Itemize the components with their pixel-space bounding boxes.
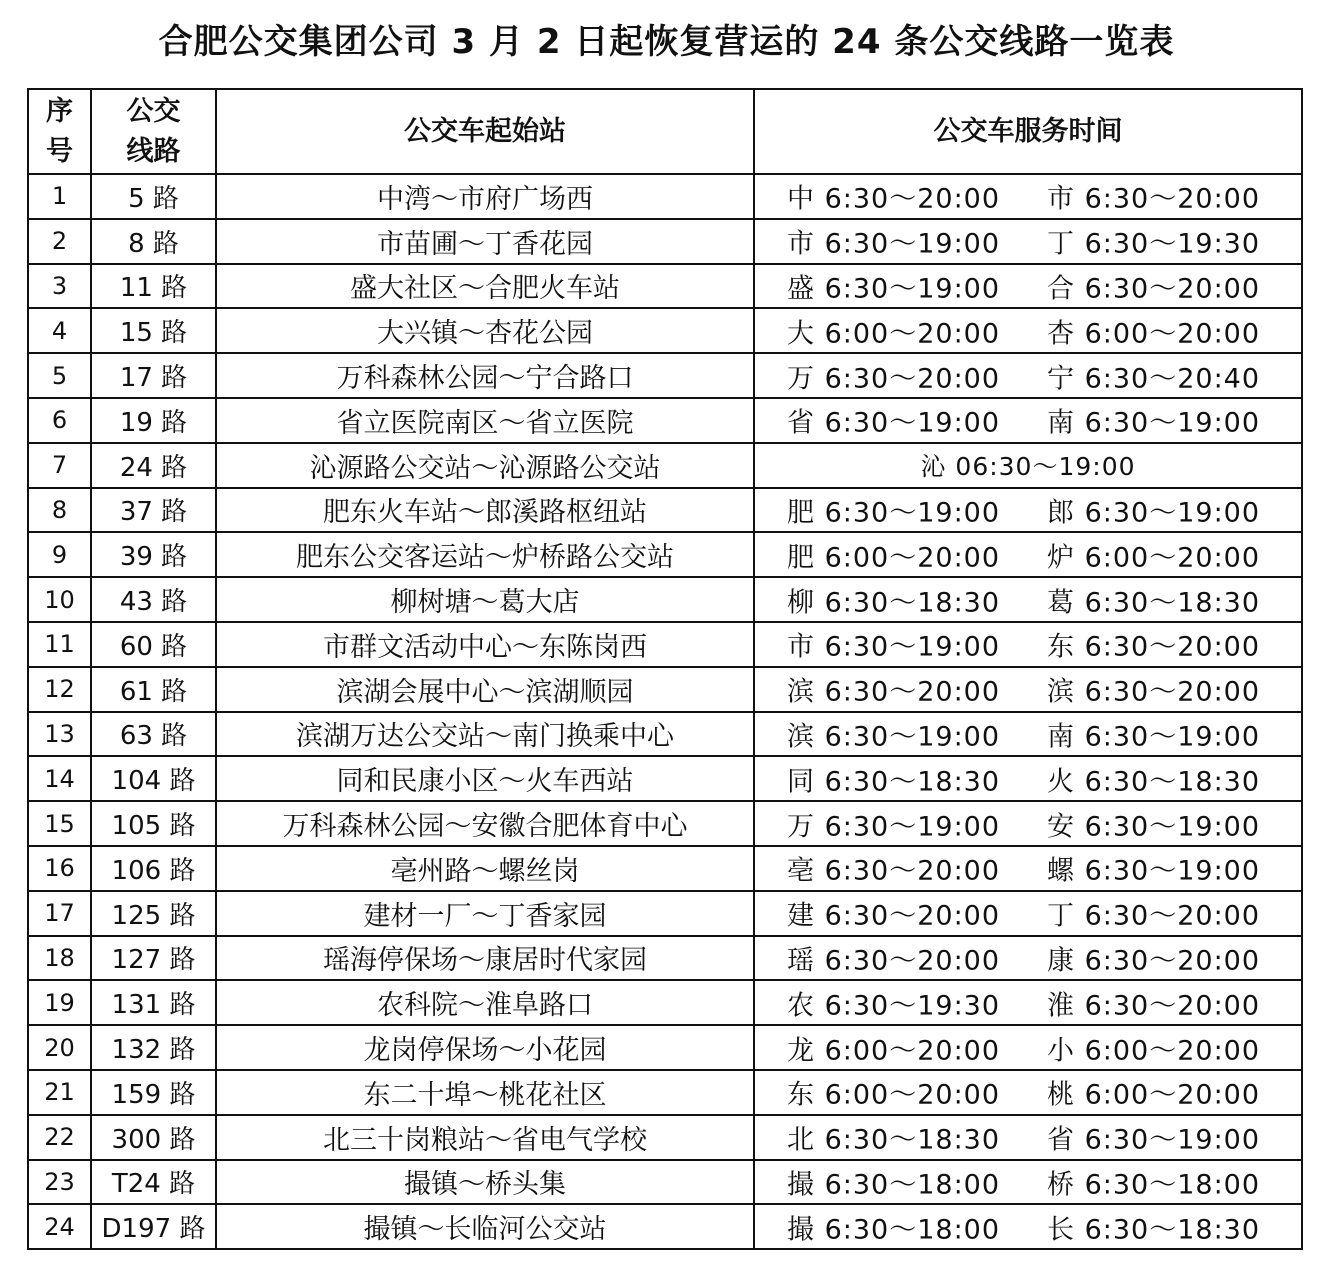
row-route: 105 路: [91, 801, 216, 846]
table-row: [28, 488, 1302, 533]
row-route: 131 路: [91, 980, 216, 1025]
row-seq: 21: [28, 1070, 91, 1115]
row-stations: 东二十埠～桃花社区: [216, 1070, 754, 1115]
row-seq: 24: [28, 1204, 91, 1249]
row-seq: 12: [28, 667, 91, 712]
table-row: [28, 1204, 1302, 1249]
row-route: 17 路: [91, 353, 216, 398]
bus-route-table: [27, 88, 1303, 1250]
service-hours-end-terminal: 螺 6:30～19:00: [1047, 855, 1261, 887]
row-stations: 肥东火车站～郎溪路枢纽站: [216, 488, 754, 533]
service-hours-end-terminal: 长 6:30～18:30: [1047, 1214, 1261, 1246]
service-hours-end-terminal: 杏 6:00～20:00: [1047, 318, 1261, 350]
row-stations: 亳州路～螺丝岗: [216, 846, 754, 891]
row-service-hours: [754, 1160, 1302, 1205]
service-hours-end-terminal: 丁 6:30～19:30: [1047, 228, 1261, 260]
service-hours-end-terminal: 康 6:30～20:00: [1047, 945, 1261, 977]
service-hours-end-terminal: 葛 6:30～18:30: [1047, 587, 1261, 619]
row-route: 104 路: [91, 756, 216, 801]
row-stations: 中湾～市府广场西: [216, 174, 754, 219]
row-service-hours: [754, 398, 1302, 443]
service-hours-end-terminal: 丁 6:30～20:00: [1047, 900, 1261, 932]
service-hours-start-terminal: 建 6:30～20:00: [787, 900, 1001, 932]
row-stations: 滨湖万达公交站～南门换乘中心: [216, 712, 754, 757]
service-hours-end-terminal: 合 6:30～20:00: [1047, 273, 1261, 305]
service-hours-start-terminal: 农 6:30～19:30: [787, 990, 1001, 1022]
row-route: 106 路: [91, 846, 216, 891]
service-hours-start-terminal: 东 6:00～20:00: [787, 1079, 1001, 1111]
service-hours-start-terminal: 盛 6:30～19:00: [787, 273, 1001, 305]
row-seq: 20: [28, 1025, 91, 1070]
service-hours-end-terminal: 火 6:30～18:30: [1047, 766, 1261, 798]
table-row: [28, 936, 1302, 981]
service-hours-start-terminal: 省 6:30～19:00: [787, 407, 1001, 439]
header-stations: 公交车起始站: [216, 89, 754, 174]
service-hours-end-terminal: 东 6:30～20:00: [1047, 631, 1261, 663]
row-service-hours: [754, 1070, 1302, 1115]
row-service-hours: [754, 1204, 1302, 1249]
row-service-hours: [754, 756, 1302, 801]
row-seq: 23: [28, 1160, 91, 1205]
service-hours-start-terminal: 撮 6:30～18:00: [787, 1214, 1001, 1246]
row-route: 5 路: [91, 174, 216, 219]
row-seq: 1: [28, 174, 91, 219]
row-service-hours: [754, 488, 1302, 533]
service-hours-end-terminal: 桃 6:00～20:00: [1047, 1079, 1261, 1111]
row-service-hours: [754, 174, 1302, 219]
service-hours-start-terminal: 肥 6:00～20:00: [787, 542, 1001, 574]
row-route: 39 路: [91, 532, 216, 577]
row-service-hours: [754, 622, 1302, 667]
row-stations: 滨湖会展中心～滨湖顺园: [216, 667, 754, 712]
service-hours-text: 沁 06:30～19:00: [920, 452, 1136, 482]
row-route: 15 路: [91, 308, 216, 353]
row-seq: 3: [28, 264, 91, 309]
service-hours-start-terminal: 万 6:30～20:00: [787, 363, 1001, 395]
row-route: T24 路: [91, 1160, 216, 1205]
row-seq: 16: [28, 846, 91, 891]
service-hours-end-terminal: 炉 6:00～20:00: [1047, 542, 1261, 574]
header-hours: 公交车服务时间: [754, 89, 1302, 174]
row-stations: 北三十岗粮站～省电气学校: [216, 1115, 754, 1160]
service-hours-start-terminal: 撮 6:30～18:00: [787, 1169, 1001, 1201]
row-route: 8 路: [91, 219, 216, 264]
table-row: [28, 353, 1302, 398]
row-seq: 4: [28, 308, 91, 353]
table-row: [28, 1025, 1302, 1070]
row-stations: 万科森林公园～安徽合肥体育中心: [216, 801, 754, 846]
row-route: 132 路: [91, 1025, 216, 1070]
row-service-hours: [754, 891, 1302, 936]
row-stations: 市群文活动中心～东陈岗西: [216, 622, 754, 667]
table-row: [28, 846, 1302, 891]
row-stations: 建材一厂～丁香家园: [216, 891, 754, 936]
row-route: 300 路: [91, 1115, 216, 1160]
table-row: [28, 219, 1302, 264]
service-hours-start-terminal: 市 6:30～19:00: [787, 228, 1001, 260]
service-hours-start-terminal: 瑶 6:30～20:00: [787, 945, 1001, 977]
row-service-hours: [754, 801, 1302, 846]
header-seq: 序 号: [28, 89, 91, 174]
service-hours-start-terminal: 大 6:00～20:00: [787, 318, 1001, 350]
row-service-hours: [754, 1025, 1302, 1070]
header-route: 公交 线路: [91, 89, 216, 174]
row-route: 125 路: [91, 891, 216, 936]
service-hours-start-terminal: 亳 6:30～20:00: [787, 855, 1001, 887]
service-hours-end-terminal: 南 6:30～19:00: [1047, 407, 1261, 439]
service-hours-end-terminal: 小 6:00～20:00: [1047, 1035, 1261, 1067]
row-service-hours: [754, 577, 1302, 622]
service-hours-end-terminal: 安 6:30～19:00: [1047, 811, 1261, 843]
service-hours-start-terminal: 市 6:30～19:00: [787, 631, 1001, 663]
row-route: 61 路: [91, 667, 216, 712]
table-row: [28, 712, 1302, 757]
row-route: 37 路: [91, 488, 216, 533]
table-row: [28, 174, 1302, 219]
table-row: [28, 756, 1302, 801]
service-hours-end-terminal: 桥 6:30～18:00: [1047, 1169, 1261, 1201]
row-route: 43 路: [91, 577, 216, 622]
row-service-hours: [754, 532, 1302, 577]
row-service-hours: [754, 712, 1302, 757]
row-stations: 瑶海停保场～康居时代家园: [216, 936, 754, 981]
row-seq: 14: [28, 756, 91, 801]
row-seq: 10: [28, 577, 91, 622]
service-hours-start-terminal: 滨 6:30～20:00: [787, 676, 1001, 708]
row-seq: 13: [28, 712, 91, 757]
row-stations: 撮镇～长临河公交站: [216, 1204, 754, 1249]
service-hours-end-terminal: 滨 6:30～20:00: [1047, 676, 1261, 708]
row-stations: 大兴镇～杏花公园: [216, 308, 754, 353]
service-hours-end-terminal: 南 6:30～19:00: [1047, 721, 1261, 753]
row-seq: 2: [28, 219, 91, 264]
service-hours-end-terminal: 省 6:30～19:00: [1047, 1124, 1261, 1156]
row-route: 11 路: [91, 264, 216, 309]
table-row: [28, 443, 1302, 488]
row-service-hours: [754, 353, 1302, 398]
row-seq: 11: [28, 622, 91, 667]
table-row: [28, 398, 1302, 443]
row-route: 24 路: [91, 443, 216, 488]
row-stations: 撮镇～桥头集: [216, 1160, 754, 1205]
row-seq: 15: [28, 801, 91, 846]
row-service-hours: [754, 980, 1302, 1025]
row-service-hours: [754, 1115, 1302, 1160]
row-stations: 市苗圃～丁香花园: [216, 219, 754, 264]
row-route: 19 路: [91, 398, 216, 443]
row-stations: 同和民康小区～火车西站: [216, 756, 754, 801]
row-stations: 盛大社区～合肥火车站: [216, 264, 754, 309]
service-hours-start-terminal: 万 6:30～19:00: [787, 811, 1001, 843]
row-seq: 9: [28, 532, 91, 577]
service-hours-start-terminal: 柳 6:30～18:30: [787, 587, 1001, 619]
service-hours-end-terminal: 淮 6:30～20:00: [1047, 990, 1261, 1022]
table-row: [28, 980, 1302, 1025]
service-hours-start-terminal: 北 6:30～18:30: [787, 1124, 1001, 1156]
table-row: [28, 622, 1302, 667]
row-service-hours: [754, 936, 1302, 981]
row-stations: 龙岗停保场～小花园: [216, 1025, 754, 1070]
row-route: D197 路: [91, 1204, 216, 1249]
row-seq: 8: [28, 488, 91, 533]
service-hours-end-terminal: 市 6:30～20:00: [1047, 183, 1261, 215]
service-hours-start-terminal: 肥 6:30～19:00: [787, 497, 1001, 529]
table-row: [28, 891, 1302, 936]
row-seq: 5: [28, 353, 91, 398]
table-row: [28, 801, 1302, 846]
page-title: 合肥公交集团公司 3 月 2 日起恢复营运的 24 条公交线路一览表: [158, 22, 1175, 62]
row-seq: 6: [28, 398, 91, 443]
row-route: 159 路: [91, 1070, 216, 1115]
service-hours-start-terminal: 中 6:30～20:00: [787, 183, 1001, 215]
table-header-row: [28, 89, 1302, 174]
row-seq: 22: [28, 1115, 91, 1160]
table-row: [28, 1070, 1302, 1115]
row-service-hours: [754, 264, 1302, 309]
service-hours-end-terminal: 郎 6:30～19:00: [1047, 497, 1261, 529]
row-service-hours: [754, 308, 1302, 353]
table-row: [28, 577, 1302, 622]
service-hours-start-terminal: 龙 6:00～20:00: [787, 1035, 1001, 1067]
table-row: [28, 532, 1302, 577]
service-hours-start-terminal: 同 6:30～18:30: [787, 766, 1001, 798]
row-seq: 18: [28, 936, 91, 981]
table-row: [28, 264, 1302, 309]
row-stations: 万科森林公园～宁合路口: [216, 353, 754, 398]
row-stations: 肥东公交客运站～炉桥路公交站: [216, 532, 754, 577]
row-route: 60 路: [91, 622, 216, 667]
row-service-hours: [754, 219, 1302, 264]
row-service-hours: [754, 443, 1302, 488]
table-row: [28, 1160, 1302, 1205]
row-seq: 17: [28, 891, 91, 936]
row-service-hours: [754, 846, 1302, 891]
row-stations: 柳树塘～葛大店: [216, 577, 754, 622]
service-hours-end-terminal: 宁 6:30～20:40: [1047, 363, 1261, 395]
row-stations: 省立医院南区～省立医院: [216, 398, 754, 443]
table-row: [28, 1115, 1302, 1160]
row-seq: 19: [28, 980, 91, 1025]
row-stations: 农科院～淮阜路口: [216, 980, 754, 1025]
service-hours-start-terminal: 滨 6:30～19:00: [787, 721, 1001, 753]
row-route: 63 路: [91, 712, 216, 757]
table-row: [28, 308, 1302, 353]
row-seq: 7: [28, 443, 91, 488]
row-route: 127 路: [91, 936, 216, 981]
table-row: [28, 667, 1302, 712]
row-stations: 沁源路公交站～沁源路公交站: [216, 443, 754, 488]
row-service-hours: [754, 667, 1302, 712]
